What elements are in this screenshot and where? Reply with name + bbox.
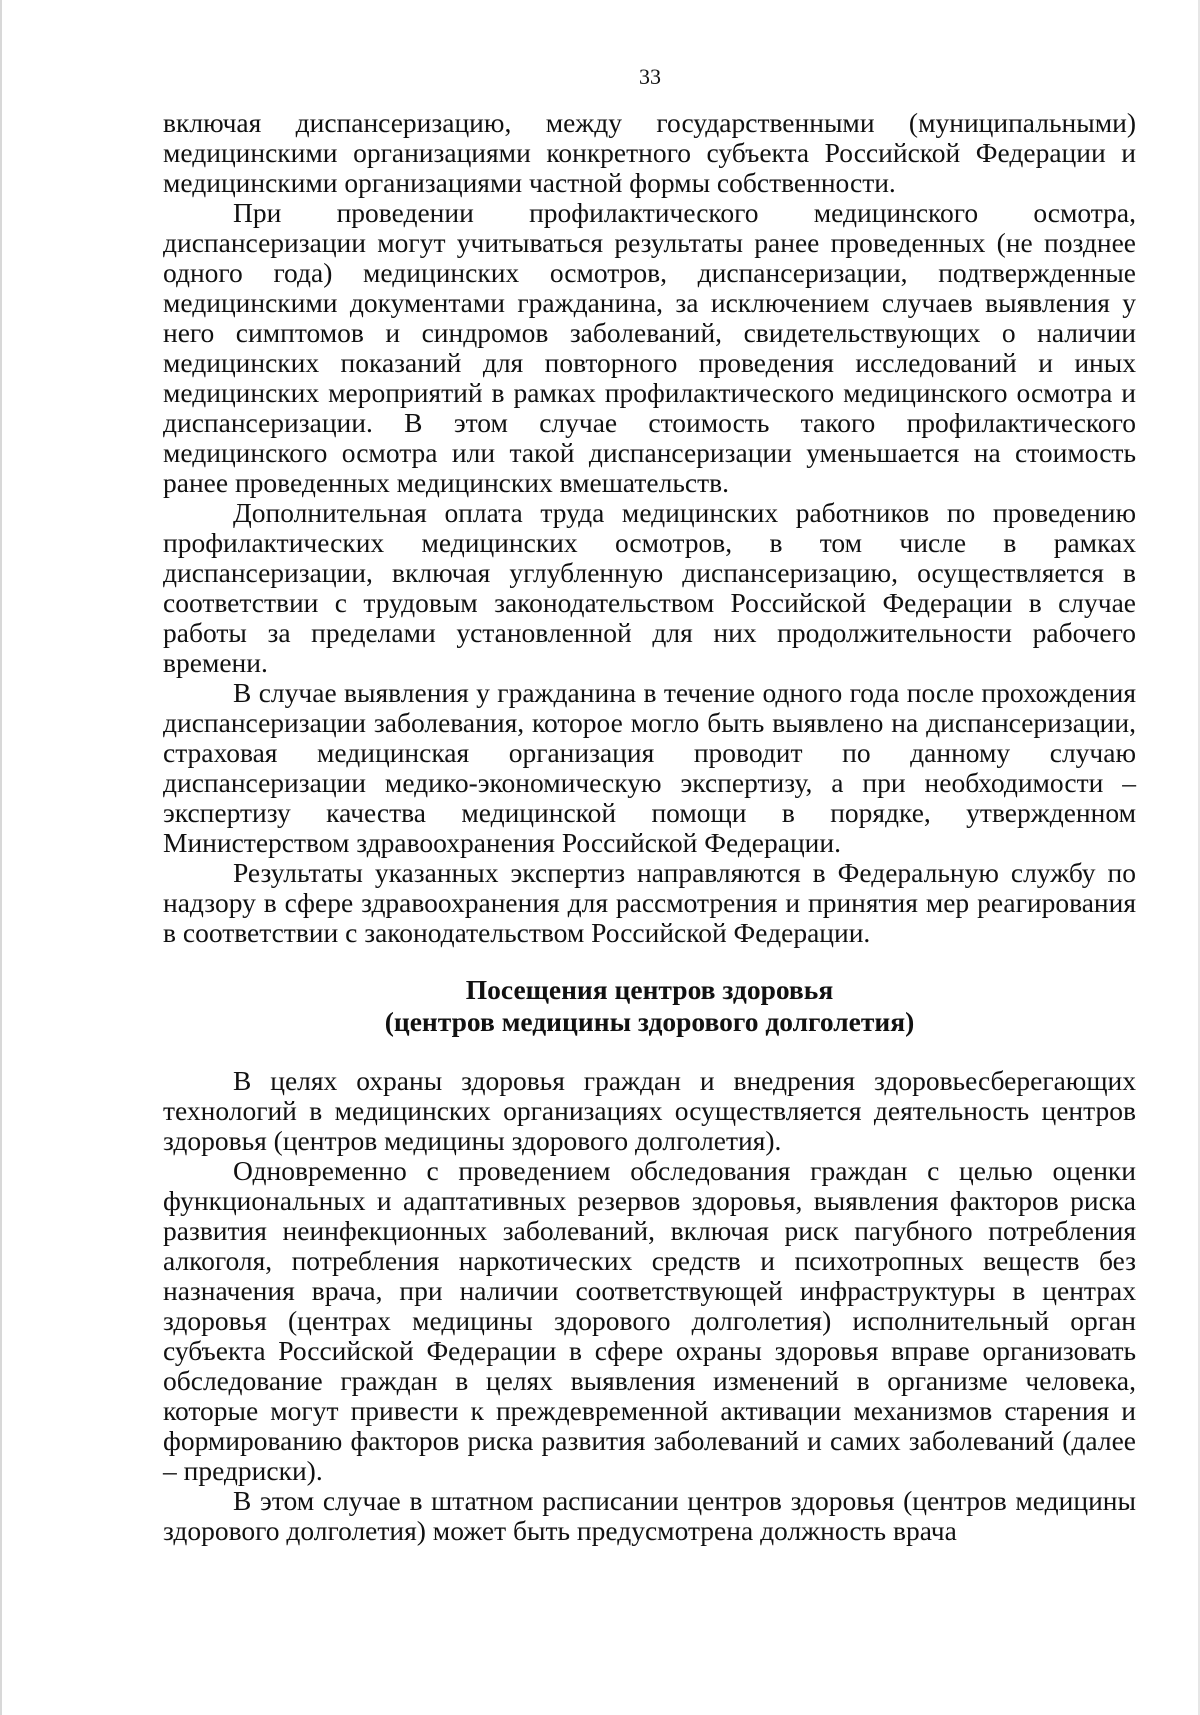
paragraph-health-centers: В целях охраны здоровья граждан и внедрения здоровьесберегающих технологий в медицинских организациях осуществляется деятельность центров здоровья (центров медицины здорового долголетия). <box>163 1065 1136 1156</box>
page-number: 33 <box>639 64 661 89</box>
scan-edge-left <box>0 0 2 1715</box>
document-body <box>163 108 1136 1546</box>
section-heading-line-1: Посещения центров здоровья <box>465 974 834 1005</box>
paragraph-prior-results: При проведении профилактического медицинского осмотра, диспансеризации могут учитываться результаты ранее проведенных (не позднее одного года) медицинских осмотров, диспансеризации, подтвержденные медицинскими документами гражданина, за исключением случаев выявления у него симптомов и синдромов заболеваний, свидетельствующих о наличии медицинских показаний для повторного проведения исследований и иных медицинских мероприятий в рамках профилактического медицинского осмотра и диспансеризации. В этом случае стоимость такого профилактического медицинского осмотра или такой диспансеризации уменьшается на стоимость ранее проведенных медицинских вмешательств. <box>163 197 1136 498</box>
paragraph-staffing: В этом случае в штатном расписании центров здоровья (центров медицины здорового долголетия) может быть предусмотрена должность врача <box>163 1485 1136 1546</box>
paragraph-additional-pay: Дополнительная оплата труда медицинских работников по проведению профилактических медицинских осмотров, в том числе в рамках диспансеризации, включая углубленную диспансеризацию, осуществляется в соответствии с трудовым законодательством Российской Федерации в случае работы за пределами установленной для них продолжительности рабочего времени. <box>163 497 1136 678</box>
spacer <box>163 1038 1136 1066</box>
paragraph-detection-case: В случае выявления у гражданина в течение одного года после прохождения диспансеризации заболевания, которое могло быть выявлено на диспансеризации, страховая медицинская организация проводит по данному случаю диспансеризации медико-экономическую экспертизу, а при необходимости – экспертизу качества медицинской помощи в порядке, утвержденном Министерством здравоохранения Российской Федерации. <box>163 677 1136 858</box>
paragraph-examination: Одновременно с проведением обследования граждан с целью оценки функциональных и адаптативных резервов здоровья, выявления факторов риска развития неинфекционных заболеваний, включая риск пагубного потребления алкоголя, потребления наркотических средств и психотропных веществ без назначения врача, при наличии соответствующей инфраструктуры в центрах здоровья (центрах медицины здорового долголетия) исполнительный орган субъекта Российской Федерации в сфере охраны здоровья вправе организовать обследование граждан в целях выявления изменений в организме человека, которые могут привести к преждевременной активации механизмов старения и формированию факторов риска развития заболеваний и самих заболеваний (далее – предриски). <box>163 1155 1136 1486</box>
paragraph-continuation: включая диспансеризацию, между государственными (муниципальными) медицинскими организациями конкретного субъекта Российской Федерации и медицинскими организациями частной формы собственности. <box>163 107 1136 198</box>
spacer <box>163 948 1136 974</box>
section-heading-line-2: (центров медицины здорового долголетия) <box>384 1006 915 1037</box>
paragraph-expertise-results: Результаты указанных экспертиз направляются в Федеральную службу по надзору в сфере здравоохранения для рассмотрения и принятия мер реагирования в соответствии с законодательством Российской Федерации. <box>163 857 1136 948</box>
